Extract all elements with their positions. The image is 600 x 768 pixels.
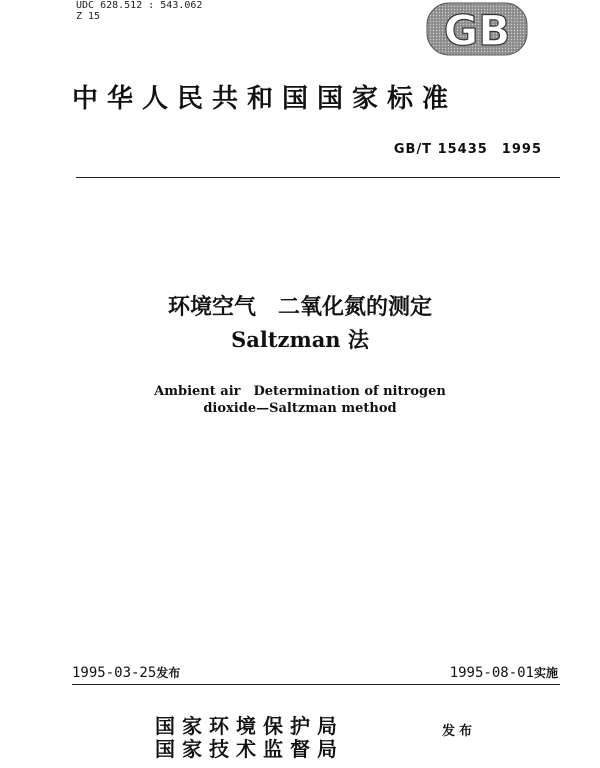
classification-codes <box>76 0 202 22</box>
top-divider <box>76 177 560 178</box>
document-title-en-line2: dioxide—Saltzman method <box>203 401 397 416</box>
implementation-label: 实施 <box>533 666 558 680</box>
document-title-en-line1: Ambient air Determination of nitrogen <box>154 384 446 399</box>
national-standard-title: 中华人民共和国国家标准 <box>72 84 458 114</box>
issue-date: 1995-03-25 <box>72 665 157 681</box>
publish-label: 发布 <box>442 724 477 739</box>
issue-label: 发布 <box>156 666 181 680</box>
document-title-cn: 环境空气 二氧化氮的测定 <box>167 295 432 320</box>
standard-number: GB/T 15435 1995 <box>393 142 542 157</box>
gb-logo <box>426 2 528 56</box>
udc-code: UDC 628.512 : 543.062 <box>76 0 203 11</box>
logo-lettering: GB <box>443 6 511 55</box>
implementation-date: 1995-08-01 <box>449 665 534 681</box>
issuer-org-2: 国家技术监督局 <box>155 737 344 761</box>
implementation-date-block <box>450 664 558 681</box>
class-code: Z 15 <box>76 11 101 22</box>
issue-date-block <box>72 664 180 681</box>
issuer-org-1: 国家环境保护局 <box>155 714 344 738</box>
document-title-method: Saltzman 法 <box>231 327 369 352</box>
bottom-divider <box>72 684 560 685</box>
